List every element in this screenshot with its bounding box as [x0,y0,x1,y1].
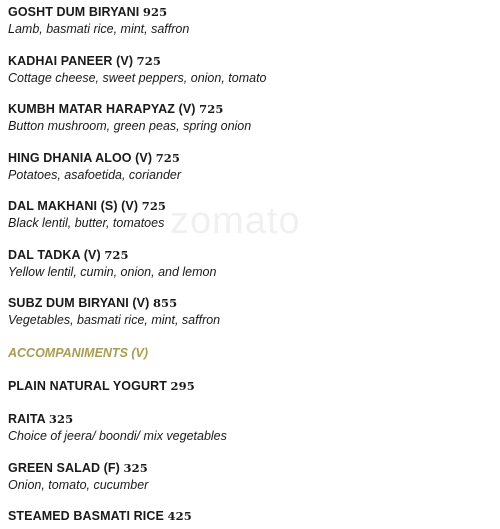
item-price: 725 [141,199,167,213]
item-description: Black lentil, butter, tomatoes [8,216,165,230]
menu-item [8,411,488,460]
item-description: Choice of jeera/ boondi/ mix vegetables [8,429,227,443]
item-description: Lamb, basmati rice, mint, saffron [8,22,190,36]
item-name: GREEN SALAD (F) 325 [8,460,148,475]
item-price: 925 [142,5,168,19]
item-description: Button mushroom, green peas, spring onion [8,119,252,133]
menu-item [8,460,488,509]
item-name: SUBZ DUM BIRYANI (V) 855 [8,296,178,310]
item-description: Vegetables, basmati rice, mint, saffron [8,313,221,327]
item-name: PLAIN NATURAL YOGURT 295 [8,379,195,393]
menu-item [8,508,488,525]
menu-item [8,101,488,150]
item-price: 725 [104,247,129,262]
item-price: 725 [199,102,224,116]
item-price: 855 [152,296,178,310]
item-price: 725 [136,53,161,68]
item-name: HING DHANIA ALOO (V) 725 [8,150,181,165]
item-description: Onion, tomato, cucumber [8,477,149,492]
menu-item [8,4,488,53]
item-name: RAITA 325 [8,412,74,426]
item-name: STEAMED BASMATI RICE 425 [8,509,192,523]
item-name: GOSHT DUM BIRYANI 925 [8,5,168,19]
item-name: DAL MAKHANI (S) (V) 725 [8,199,167,213]
watermark-logo: zomato [170,200,301,242]
item-description: Yellow lentil, cumin, onion, and lemon [8,264,217,279]
item-description: Cottage cheese, sweet peppers, onion, tomato [8,70,267,85]
item-price: 725 [155,150,181,165]
menu-item [8,295,488,345]
menu-item [8,53,488,102]
menu-item [8,198,488,247]
section-heading: ACCOMPANIMENTS (V) [8,346,149,360]
item-name: KADHAI PANEER (V) 725 [8,53,161,68]
menu [8,4,488,525]
menu-item [8,150,488,199]
item-price: 295 [170,379,195,393]
item-name: KUMBH MATAR HARAPYAZ (V) 725 [8,102,224,116]
item-price: 325 [48,412,74,426]
menu-item [8,378,488,411]
item-price: 325 [123,460,148,475]
menu-item [8,247,488,296]
item-name: DAL TADKA (V) 725 [8,247,129,262]
item-price: 425 [167,509,192,523]
item-description: Potatoes, asafoetida, coriander [8,167,182,182]
